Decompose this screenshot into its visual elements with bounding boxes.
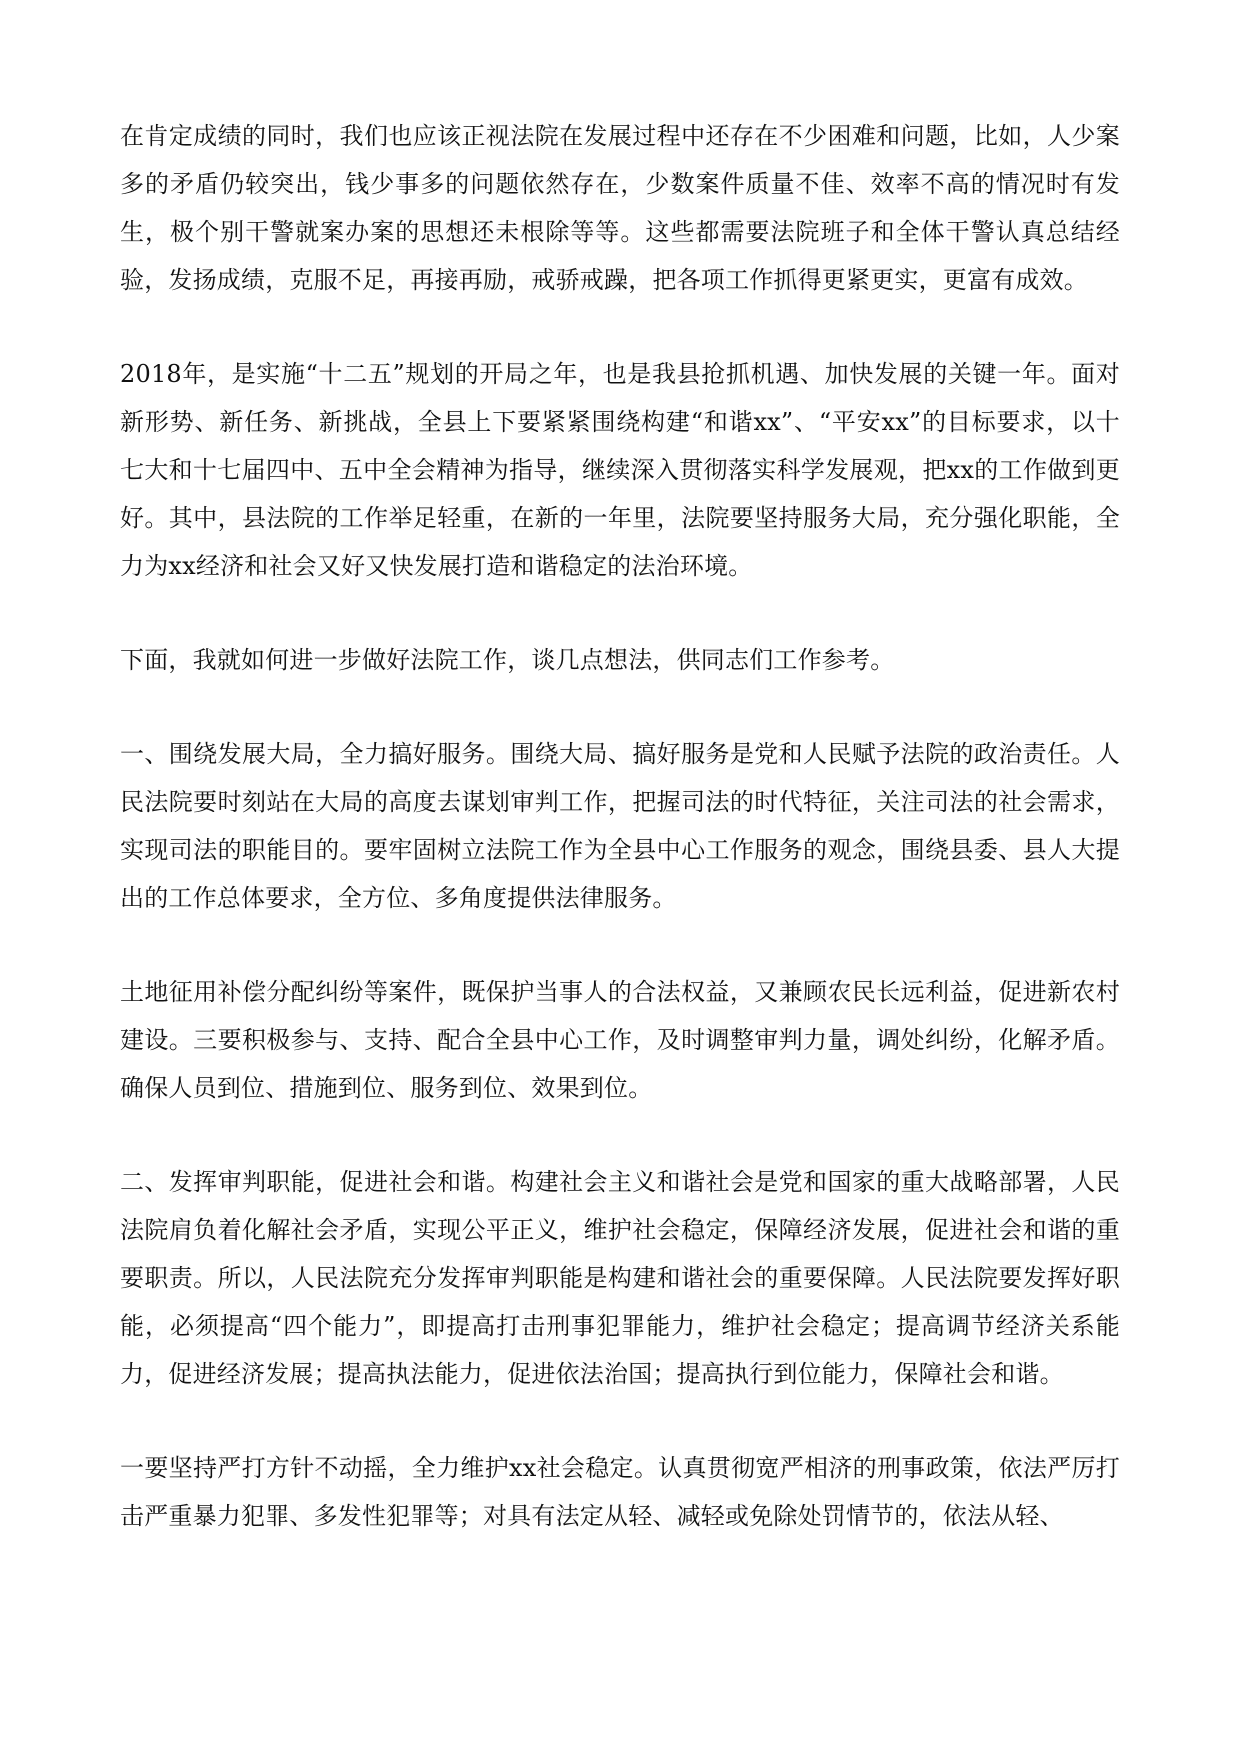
- paragraph-achievements-and-problems: 在肯定成绩的同时，我们也应该正视法院在发展过程中还存在不少困难和问题，比如，人少案多的矛盾仍较突出，钱少事多的问题依然存在，少数案件质量不佳、效率不高的情况时有发生，极个别干警就案办案的思想还未根除等等。这些都需要法院班子和全体干警认真总结经验，发扬成绩，克服不足，再接再励，戒骄戒躁，把各项工作抓得更紧更实，更富有成效。: [120, 122, 1120, 294]
- paragraph-point-two-social-harmony: 二、发挥审判职能，促进社会和谐。构建社会主义和谐社会是党和国家的重大战略部署，人民法院肩负着化解社会矛盾，实现公平正义，维护社会稳定，保障经济发展，促进社会和谐的重要职责。所以，人民法院充分发挥审判职能是构建和谐社会的重要保障。人民法院要发挥好职能，必须提高“四个能力”，即提高打击刑事犯罪能力，维护社会稳定；提高调节经济关系能力，促进经济发展；提高执法能力，促进依法治国；提高执行到位能力，保障社会和谐。: [120, 1168, 1120, 1388]
- paragraph-land-compensation: 土地征用补偿分配纠纷等案件，既保护当事人的合法权益，又兼顾农民长远利益，促进新农村建设。三要积极参与、支持、配合全县中心工作，及时调整审判力量，调处纠纷，化解矛盾。确保人员到位、措施到位、服务到位、效果到位。: [120, 978, 1120, 1102]
- paragraph-2018-outlook: 2018年，是实施“十二五”规划的开局之年，也是我县抢抓机遇、加快发展的关键一年。面对新形势、新任务、新挑战，全县上下要紧紧围绕构建“和谐xx”、“平安xx”的目标要求，以十七大和十七届四中、五中全会精神为指导，继续深入贯彻落实科学发展观，把xx的工作做到更好。其中，县法院的工作举足轻重，在新的一年里，法院要坚持服务大局，充分强化职能，全力为xx经济和社会又好又快发展打造和谐稳定的法治环境。: [120, 360, 1120, 580]
- paragraph-point-one-serve-development: 一、围绕发展大局，全力搞好服务。围绕大局、搞好服务是党和人民赋予法院的政治责任。人民法院要时刻站在大局的高度去谋划审判工作，把握司法的时代特征，关注司法的社会需求，实现司法的职能目的。要牢固树立法院工作为全县中心工作服务的观念，围绕县委、县人大提出的工作总体要求，全方位、多角度提供法律服务。: [120, 740, 1120, 912]
- paragraph-introduction-of-ideas: 下面，我就如何进一步做好法院工作，谈几点想法，供同志们工作参考。: [120, 646, 895, 674]
- paragraph-strike-hard-policy: 一要坚持严打方针不动摇，全力维护xx社会稳定。认真贯彻宽严相济的刑事政策，依法严厉打击严重暴力犯罪、多发性犯罪等；对具有法定从轻、减轻或免除处罚情节的，依法从轻、: [120, 1454, 1120, 1530]
- document-page: [120, 112, 1120, 1586]
